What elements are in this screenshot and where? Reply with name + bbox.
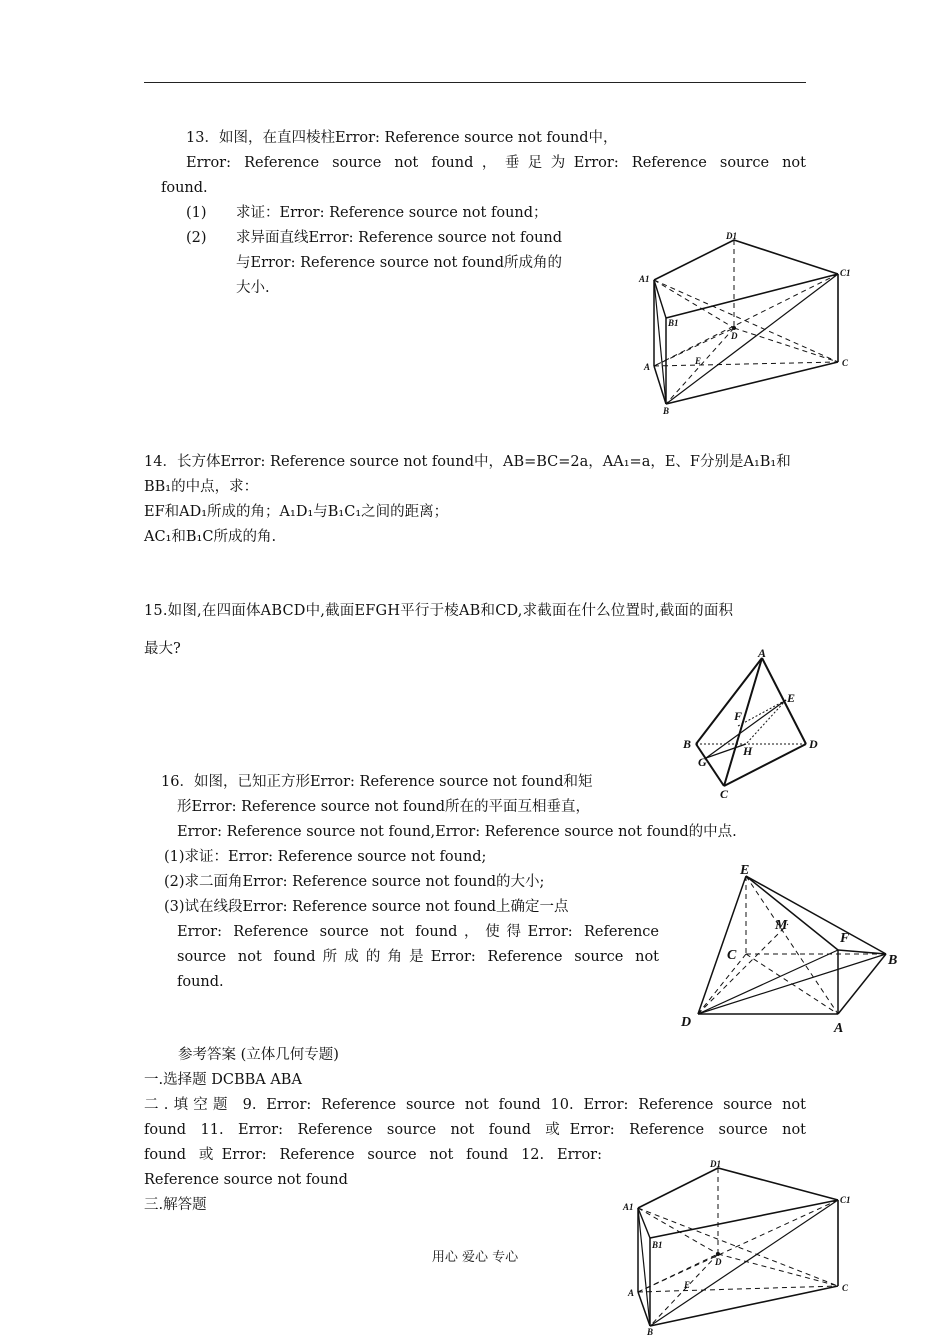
q16-part2: (2)求二面角Error: Reference source not found的大小;: [164, 874, 545, 890]
label-h: H: [743, 744, 753, 758]
q16-part1: (1)求证：Error: Reference source not found;: [164, 849, 487, 865]
answers-line2: 二.填空题 9. Error: Reference source not found 10. Error: Reference source not: [144, 1097, 806, 1113]
answers-line1: 一.选择题 DCBBA ABA: [144, 1072, 302, 1088]
label-b: B: [888, 953, 898, 968]
label-b1: B1: [652, 1240, 663, 1250]
q13-part2-text-c: 大小.: [236, 280, 270, 296]
q15-line2: 最大?: [144, 641, 181, 657]
q16-part3-c: source not found所成的角是Error: Reference source not: [177, 949, 659, 965]
header-rule: [144, 82, 806, 83]
label-a: A: [644, 362, 651, 372]
label-d: D: [731, 331, 738, 341]
label-a1: A1: [623, 1202, 634, 1212]
label-c: C: [720, 787, 729, 800]
label-e: E: [684, 1280, 691, 1290]
tetrahedron-figure: [676, 644, 826, 800]
point-d: [732, 326, 736, 330]
label-a: A: [834, 1021, 844, 1036]
label-g: G: [698, 755, 707, 769]
label-a1: A1: [639, 274, 650, 284]
label-d1: D1: [710, 1159, 721, 1169]
label-e: E: [787, 691, 796, 705]
label-b: B: [683, 737, 692, 751]
label-b: B: [663, 406, 670, 416]
q16-line1: 16．如图，已知正方形Error: Reference source not found和矩: [161, 774, 593, 790]
label-b: B: [647, 1327, 654, 1336]
label-d: D: [681, 1015, 692, 1030]
q13-line3: found.: [161, 180, 208, 196]
label-b1: B1: [668, 318, 679, 328]
prism-figure: [636, 228, 856, 418]
answers-line3: found 11. Error: Reference source not found 或Error: Reference source not: [144, 1122, 806, 1138]
q16-line2: 形Error: Reference source not found所在的平面互相垂直，: [177, 799, 591, 815]
label-c1: C1: [840, 1195, 851, 1205]
pyramid-figure: [676, 856, 906, 1040]
q13-line1: 13．如图，在直四棱柱Error: Reference source not found中，: [186, 130, 618, 146]
q14-line1: 14．长方体Error: Reference source not found中，AB=BC=2a，AA₁=a，E、F分别是A₁B₁和: [144, 454, 791, 470]
q16-part3-d: found.: [177, 974, 224, 990]
q13-part1-number: (1): [186, 205, 207, 221]
answers-line4: found 或Error: Reference source not found 12. Error:: [144, 1147, 602, 1163]
label-d1: D1: [726, 231, 737, 241]
label-a: A: [628, 1288, 635, 1298]
q13-line2: Error: Reference source not found，垂足为Error: Reference source not: [186, 155, 806, 171]
q16-line3: Error: Reference source not found,Error: Reference source not found的中点.: [177, 824, 737, 840]
label-f: F: [840, 931, 850, 946]
answers-line6: 三.解答题: [144, 1197, 207, 1213]
label-c: C: [842, 358, 849, 368]
q13-part2-number: (2): [186, 230, 207, 246]
label-e: E: [695, 356, 702, 366]
label-f: F: [734, 709, 743, 723]
label-m: M: [775, 918, 788, 933]
q13-part1-text: 求证：Error: Reference source not found；: [236, 205, 548, 221]
answers-title: 参考答案 (立体几何专题): [178, 1047, 339, 1063]
q14-line4: AC₁和B₁C所成的角.: [144, 529, 277, 545]
label-c: C: [727, 948, 737, 963]
q16-part3-b: Error: Reference source not found，使得Error: Reference: [177, 924, 659, 940]
q13-part2-text-a: 求异面直线Error: Reference source not found: [236, 230, 563, 246]
label-c1: C1: [840, 268, 851, 278]
q15-line1: 15.如图,在四面体ABCD中,截面EFGH平行于棱AB和CD,求截面在什么位置时,截面的面积: [144, 603, 734, 619]
label-d: D: [715, 1257, 722, 1267]
q16-part3-a: (3)试在线段Error: Reference source not found上确定一点: [164, 899, 569, 915]
label-e: E: [740, 863, 750, 878]
q14-line3: EF和AD₁所成的角；A₁D₁与B₁C₁之间的距离；: [144, 504, 449, 520]
answers-line5: Reference source not found: [144, 1172, 348, 1188]
label-d: D: [809, 737, 818, 751]
q13-part2-text-b: 与Error: Reference source not found所成角的: [236, 255, 563, 271]
page-footer: 用心 爱心 专心: [431, 1250, 519, 1265]
label-c: C: [842, 1283, 849, 1293]
q14-line2: BB₁的中点，求：: [144, 479, 259, 495]
label-a: A: [758, 646, 767, 660]
